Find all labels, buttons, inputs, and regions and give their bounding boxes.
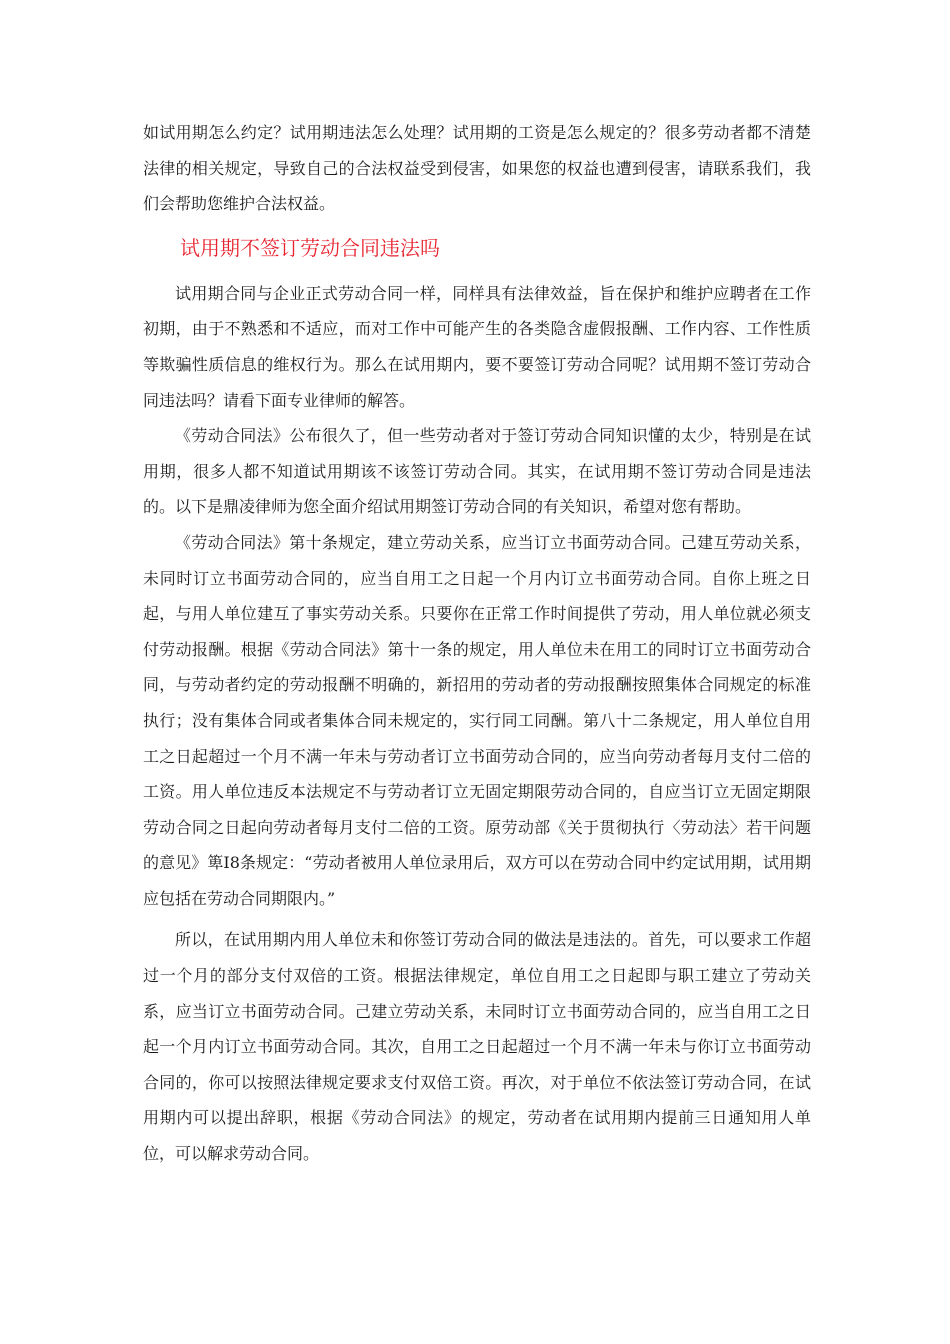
body-paragraph-4: 所以，在试用期内用人单位未和你签订劳动合同的做法是违法的。首先，可以要求工作超过一个月的部分支付双倍的工资。根据法律规定，单位自用工之日起即与职工建立了劳动关系，应当订立书面劳动合同。己建立劳动关系，未同时订立书面劳动合同的，应当自用工之日起一个月内订立书面劳动合同。其次，自用工之日起超过一个月不满一年未与你订立书面劳动合同的，你可以按照法律规定要求支付双倍工资。再次，对于单位不依法签订劳动合同，在试用期内可以提出辞职，根据《劳动合同法》的规定，劳动者在试用期内提前三日通知用人单位，可以解求劳动合同。: [143, 930, 811, 1164]
body-paragraph-1: 试用期合同与企业正式劳动合同一样，同样具有法律效益，旨在保护和维护应聘者在工作初期，由于不熟悉和不适应，而对工作中可能产生的各类隐含虚假报酬、工作内容、工作性质等欺骗性质信息的维权行为。那么在试用期内，要不要签订劳动合同呢？试用期不签订劳动合同违法吗？请看下面专业律师的解答。: [143, 283, 811, 410]
section-heading: 试用期不签订劳动合同违法吗: [180, 235, 440, 260]
body-paragraph-2: 《劳动合同法》公布很久了，但一些劳动者对于签订劳动合同知识懂的太少，特别是在试用期，很多人都不知道试用期该不该签订劳动合同。其实，在试用期不签订劳动合同是违法的。以下是鼎凌律师为您全面介绍试用期签订劳动合同的有关知识，希望对您有帮助。: [143, 426, 811, 517]
body-paragraph-3: 《劳动合同法》第十条规定，建立劳动关系，应当订立书面劳动合同。己建互劳动关系，未同时订立书面劳动合同的，应当自用工之日起一个月内订立书面劳动合同。自你上班之日起，与用人单位建互了事实劳动关系。只要你在正常工作时间提供了劳动，用人单位就必须支付劳动报酬。根据《劳动合同法》第十一条的规定，用人单位未在用工的同时订立书面劳动合同，与劳动者约定的劳动报酬不明确的，新招用的劳动者的劳动报酬按照集体合同规定的标准执行；没有集体合同或者集体合同未规定的，实行同工同酬。第八十二条规定，用人单位自用工之日起超过一个月不满一年未与劳动者订立书面劳动合同的，应当向劳动者每月支付二倍的工资。用人单位违反本法规定不与劳动者订立无固定期限劳动合同的，自应当订立无固定期限劳动合同之日起向劳动者每月支付二倍的工资。原劳动部《关于贯彻执行〈劳动法〉若干问题的意见》箄I8条规定：“劳动者被用人单位录用后，双方可以在劳动合同中约定试用期，试用期应包括在劳动合同期限内。”: [143, 532, 811, 908]
document-body: [143, 115, 811, 1172]
intro-paragraph: 如试用期怎么约定？试用期违法怎么处理？试用期的工资是怎么规定的？很多劳动者都不清楚法律的相关规定，导致自己的合法权益受到侵害，如果您的权益也遭到侵害，请联系我们，我们会帮助您维护合法权益。: [143, 123, 811, 214]
